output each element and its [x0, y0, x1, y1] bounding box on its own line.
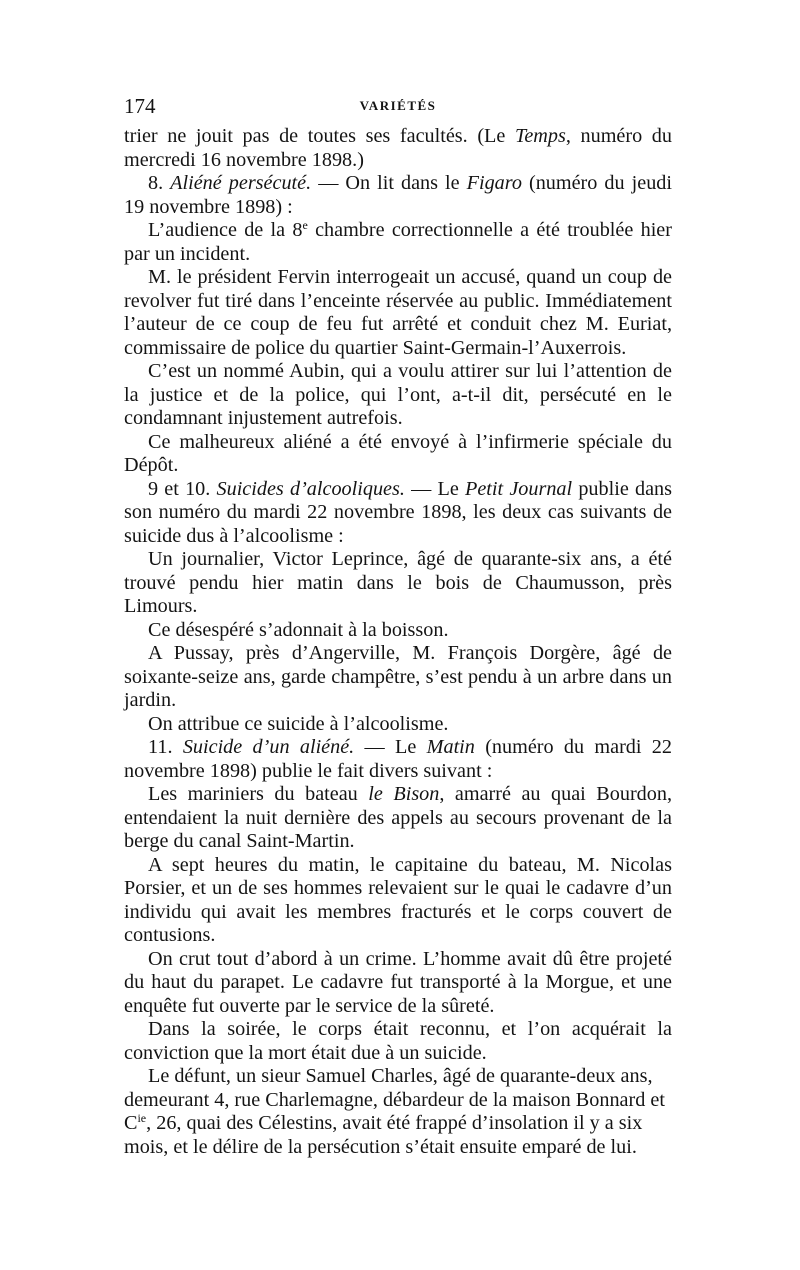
superscript: ie [137, 1111, 147, 1125]
running-head: VARIÉTÉS [359, 98, 437, 113]
text-run: , numéro du mercredi 16 novembre 1898.) [124, 125, 672, 171]
paragraph-5: C’est un nommé Aubin, qui a voulu attirer sur lui l’attention de la justice et de la police, qui l’ont, a-t-il dit, persécuté en le condamnant injustement autrefois. [124, 360, 672, 429]
item-number: 8. [148, 172, 171, 194]
item-number: 11. [148, 736, 183, 758]
text-run: — On lit dans le [311, 172, 467, 194]
paragraph-7 [124, 478, 672, 549]
superscript: e [302, 218, 308, 232]
italic-newspaper-name: Petit Journal [465, 477, 573, 500]
paragraph-12 [124, 736, 672, 783]
page-number: 174 [124, 94, 156, 118]
italic-heading: Aliéné persécuté. [170, 172, 312, 194]
paragraph-3 [124, 219, 672, 266]
text-run: (numéro du mardi 22 novembre 1898) publie le fait divers suivant : [124, 736, 672, 782]
text-run: trier ne jouit pas de toutes ses facultés. (Le [124, 125, 515, 147]
text-run: , amarré au quai Bourdon, entendaient la nuit dernière des appels au secours provenant de la berge du canal Saint-Martin. [124, 783, 673, 852]
paragraph-17 [124, 1065, 672, 1159]
text-run: — Le [354, 736, 427, 758]
italic-boat-name: le Bison [368, 783, 440, 805]
paragraph-8: Un journalier, Victor Leprince, âgé de quarante-six ans, a été trouvé pendu hier matin dans le bois de Chaumusson, près Limours. [124, 548, 672, 617]
paragraph-15: On crut tout d’abord à un crime. L’homme avait dû être projeté du haut du parapet. Le cadavre fut transporté à la Morgue, et une enquête fut ouverte par le service de la sûreté. [124, 947, 672, 1017]
italic-newspaper-name: Matin [426, 736, 475, 758]
text-run: , 26, quai des Célestins, avait été frappé d’insolation il y a six mois, et le délire de la persécution s’était ensuite emparé de lui. [124, 1112, 643, 1158]
paragraph-16: Dans la soirée, le corps était reconnu, et l’on acquérait la conviction que la mort était due à un suicide. [124, 1018, 672, 1064]
paragraph-10: A Pussay, près d’Angerville, M. François Dorgère, âgé de soixante-seize ans, garde champêtre, s’est pendu à un arbre dans un jardin. [124, 642, 672, 711]
text-run: Le défunt, un sieur Samuel Charles, âgé de quarante-deux ans, demeurant 4, rue Charlemagne, débardeur de la maison Bonnard et C [124, 1065, 665, 1134]
italic-newspaper-name: Temps [514, 125, 566, 147]
text-run: publie dans son numéro du mardi 22 novembre 1898, les deux cas suivants de suicide dus à l’alcoolisme : [124, 477, 673, 547]
paragraph-13 [124, 783, 672, 854]
text-run: L’audience de la 8 [148, 219, 303, 241]
text-run: — Le [404, 477, 466, 500]
italic-heading: Suicide d’un aliéné. [182, 736, 355, 758]
paragraph-2 [124, 172, 672, 219]
paragraph-14: A sept heures du matin, le capitaine du bateau, M. Nicolas Porsier, et un de ses hommes relevaient sur le quai le cadavre d’un individu qui avait les membres fracturés et le corps couvert de contusions. [124, 853, 672, 946]
text-run: (numéro du jeudi 19 novembre 1898) : [124, 172, 672, 218]
text-run: chambre correctionnelle a été troublée hier par un incident. [124, 219, 672, 265]
italic-heading: Suicides d’alcooliques. [216, 477, 405, 500]
body-text [124, 125, 672, 1159]
text-run: Les mariniers du bateau [148, 783, 369, 805]
paragraph-11: On attribue ce suicide à l’alcoolisme. [148, 712, 449, 735]
paragraph-1 [124, 125, 672, 172]
paragraph-4: M. le président Fervin interrogeait un accusé, quand un coup de revolver fut tiré dans l’enceinte réservée au public. Immédiatement l’auteur de ce coup de feu fut arrêté et conduit chez M. Euriat, commissaire de police du quartier Saint-Germain-l’Auxerrois. [124, 266, 672, 359]
italic-newspaper-name: Figaro [466, 172, 522, 194]
paragraph-9: Ce désespéré s’adonnait à la boisson. [148, 618, 449, 641]
item-number: 9 et 10. [148, 477, 217, 500]
paragraph-6: Ce malheureux aliéné a été envoyé à l’infirmerie spéciale du Dépôt. [124, 430, 672, 476]
page-header [124, 94, 672, 118]
